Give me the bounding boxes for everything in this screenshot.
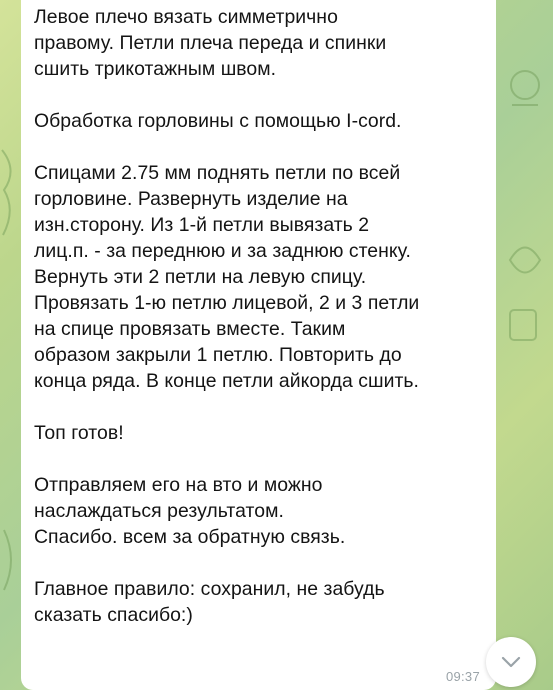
- message-line: Обработка горловины с помощью I-cord.: [34, 110, 402, 132]
- message-line: сшить трикотажным швом.: [34, 58, 277, 80]
- blank-line: [34, 446, 488, 472]
- message-bubble[interactable]: [21, 0, 496, 690]
- blank-line: [34, 82, 488, 108]
- wallpaper-doodle-left-low: [0, 520, 22, 620]
- message-text: [21, 4, 496, 628]
- message-line: изн.сторону. Из 1-й петли вывязать 2: [34, 214, 370, 236]
- message-line: наслаждаться результатом.: [34, 500, 284, 522]
- message-time: 09:37: [445, 669, 480, 684]
- message-line: Отправляем его на вто и можно: [34, 474, 323, 496]
- message-line: Провязать 1-ю петлю лицевой, 2 и 3 петли: [34, 292, 420, 314]
- message-line: сказать спасибо:): [34, 604, 193, 626]
- message-line: на спице провязать вместе. Таким: [34, 318, 346, 340]
- message-line: горловине. Развернуть изделие на: [34, 188, 348, 210]
- message-line: лиц.п. - за переднюю и за заднюю стенку.: [34, 240, 411, 262]
- blank-line: [34, 550, 488, 576]
- wallpaper-doodle-right-low: [500, 300, 550, 360]
- message-line: образом закрыли 1 петлю. Повторить до: [34, 344, 402, 366]
- message-line: Главное правило: сохранил, не забудь: [34, 578, 385, 600]
- blank-line: [34, 394, 488, 420]
- message-line: Топ готов!: [34, 422, 124, 444]
- scroll-down-button[interactable]: [486, 637, 536, 687]
- blank-line: [34, 134, 488, 160]
- message-line: Вернуть эти 2 петли на левую спицу.: [34, 266, 367, 288]
- wallpaper-doodle-right-top: [500, 60, 550, 120]
- message-line: Левое плечо вязать симметрично: [34, 6, 338, 28]
- message-line: Спасибо. всем за обратную связь.: [34, 526, 346, 548]
- message-line: конца ряда. В конце петли айкорда сшить.: [34, 370, 419, 392]
- chevron-down-icon: [498, 649, 524, 675]
- wallpaper-doodle-left: [0, 140, 22, 260]
- wallpaper-doodle-right-mid: [500, 230, 550, 290]
- message-line: Спицами 2.75 мм поднять петли по всей: [34, 162, 401, 184]
- message-line: правому. Петли плеча переда и спинки: [34, 32, 387, 54]
